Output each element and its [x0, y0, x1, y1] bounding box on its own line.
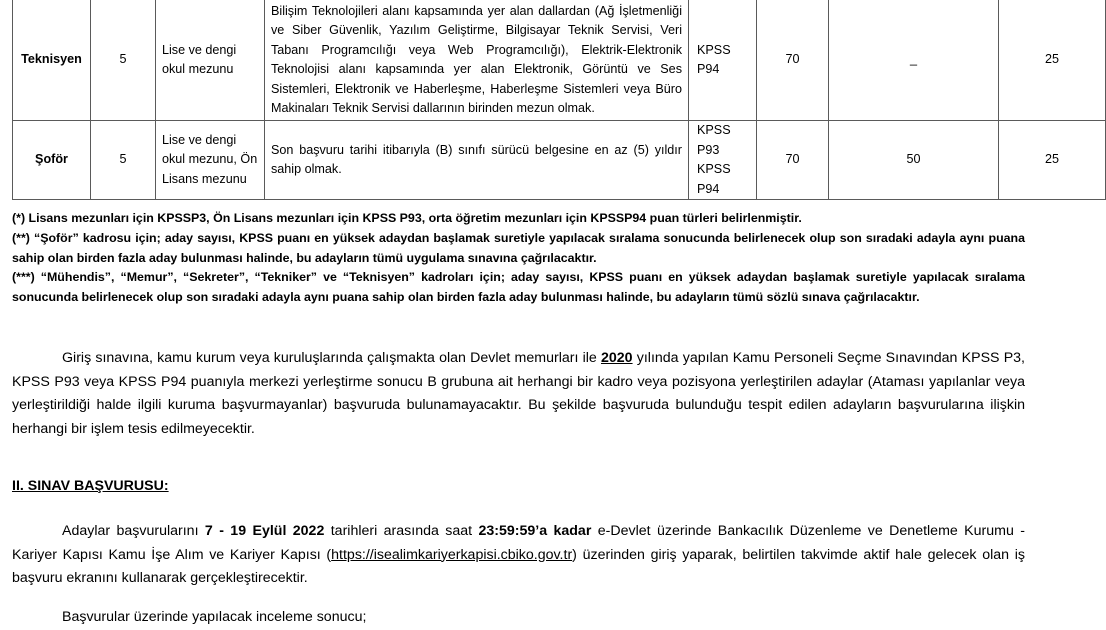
col7-value: _ — [829, 0, 999, 121]
table-row — [13, 0, 1106, 121]
footnotes — [12, 209, 1025, 308]
education-requirement: Lise ve dengi okul mezunu, Ön Lisans mezunu — [156, 121, 265, 200]
review-paragraph — [12, 606, 1025, 630]
qualification-text: Bilişim Teknolojileri alanı kapsamında yer alan dallardan (Ağ İşletmenliği ve Siber Güvenlik, Yazılım Geliştirme, Bilgisayar Teknik Servisi, Veri Tabanı Programcılığı veya Web Programcılığı), Elektrik-Elektronik Teknolojisi alanı kapsamında yer alan Elektronik, Görüntü ve Ses Sistemleri, Elektronik ve Haberleşme, Haberleşme Sistemleri veya Büro Makinaları Teknik Servisi dallarının birinden mezun olmak. — [265, 0, 689, 121]
min-score: 70 — [757, 0, 829, 121]
position-title: Şoför — [13, 121, 91, 200]
kpss-type-line: KPSS P94 — [697, 162, 731, 196]
exam-year: 2020 — [601, 350, 633, 366]
paragraph-text: Adaylar başvurularını — [62, 523, 205, 539]
qualification-text: Son başvuru tarihi itibarıyla (B) sınıfı sürücü belgesine en az (5) yıldır sahip olmak. — [265, 121, 689, 200]
table-row — [13, 121, 1106, 200]
kpss-type-line: KPSS P93 — [697, 123, 731, 157]
eligibility-paragraph — [12, 347, 1025, 441]
position-count: 5 — [91, 0, 156, 121]
footnote: (*) Lisans mezunları için KPSSP3, Ön Lisans mezunları için KPSS P93, orta öğretim mezunları için KPSSP94 puan türleri belirlenmiştir. — [12, 211, 802, 225]
position-count: 5 — [91, 121, 156, 200]
position-title: Teknisyen — [13, 0, 91, 121]
positions-table — [12, 0, 1106, 200]
footnote: (***) “Mühendis”, “Memur”, “Sekreter”, “Tekniker” ve “Teknisyen” kadroları için; aday sayısı, KPSS puanı en yüksek adaydan başlamak suretiyle yapılacak sıralama sonucunda belirlenecek olup son sıradaki adayla aynı puana sahip olan birden fazla aday bulunması halinde, bu adayların tümü sözlü sınava çağrılacaktır. — [12, 270, 1025, 305]
kpss-type — [689, 0, 757, 121]
paragraph-text: Giriş sınavına, kamu kurum veya kuruluşlarında çalışmakta olan Devlet memurları ile — [62, 350, 601, 366]
section-heading: II. SINAV BAŞVURUSU: — [12, 478, 169, 494]
footnote: (**) “Şoför” kadrosu için; aday sayısı, KPSS puanı en yüksek adaydan başlamak suretiyle yapılacak sıralama sonucunda belirlenecek olup son sıradaki adayla aynı puana sahip olan birden fazla aday bulunması halinde, bu adayların tümü uygulama sınavına çağrılacaktır. — [12, 230, 1025, 265]
paragraph-text: tarihleri arasında saat — [324, 523, 479, 539]
paragraph-text: yılında yapılan Kamu Personeli Seçme Sınavından KPSS P3, KPSS P93 veya KPSS P94 puanıyla merkezi yerleştirme sonucu B grubuna ait herhangi bir kadro veya pozisyona yerleştirilen adaylar (Ataması yapılanlar veya yerleştirildiği halde ilgili kuruma başvurmayanlar) başvuruda bulunamayacaktır. Bu şekilde başvuruda bulunduğu tespit edilen adayların başvurularına ilişkin herhangi bir işlem tesis edilmeyecektir. — [12, 350, 1025, 437]
paragraph-text: ) üzerinden giriş yaparak, belirtilen takvimde aktif hale gelecek olan iş başvuru ekranını kullanarak gerçekleştirecektir. — [12, 546, 1025, 586]
col8-value: 25 — [999, 121, 1106, 200]
col8-value: 25 — [999, 0, 1106, 121]
application-dates: 7 - 19 Eylül 2022 — [204, 523, 325, 539]
paragraph-text: e-Devlet üzerinde Bankacılık Düzenleme ve Denetleme Kurumu - Kariyer Kapısı Kamu İşe Alım ve Kariyer Kapısı ( — [12, 523, 1025, 563]
kpss-type-line: KPSS P94 — [697, 42, 731, 76]
application-deadline-time: 23:59:59’a kadar — [478, 523, 592, 539]
min-score: 70 — [757, 121, 829, 200]
kpss-type — [689, 121, 757, 200]
col7-value: 50 — [829, 121, 999, 200]
application-portal-link[interactable]: https://isealimkariyerkapisi.cbiko.gov.tr — [331, 546, 573, 563]
education-requirement: Lise ve dengi okul mezunu — [156, 0, 265, 121]
application-paragraph — [12, 520, 1025, 591]
paragraph-text: Başvurular üzerinde yapılacak inceleme sonucu; — [62, 609, 367, 625]
